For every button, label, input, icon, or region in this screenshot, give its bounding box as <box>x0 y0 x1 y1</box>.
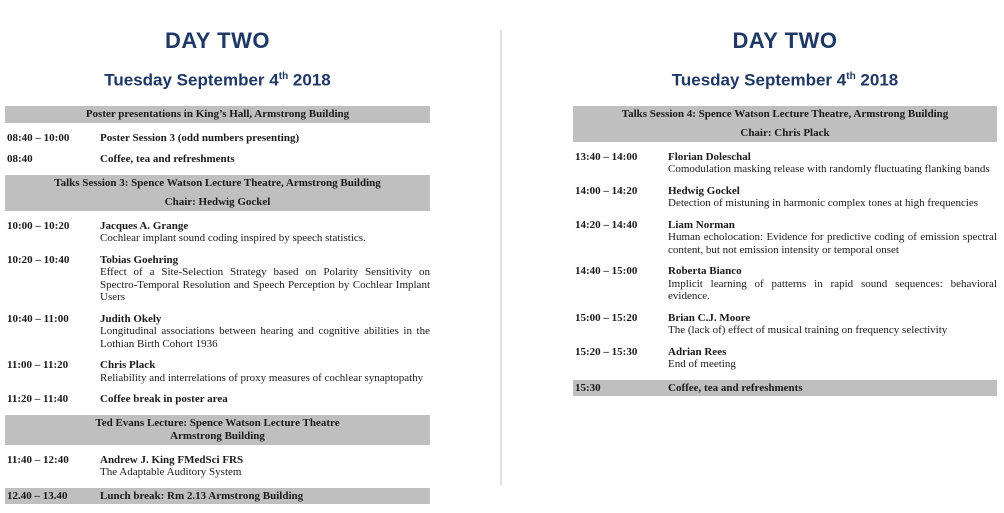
event-time: 10:20 – 10:40 <box>7 253 70 266</box>
date-year: 2018 <box>855 70 899 90</box>
event-description: Longitudinal associations between hearing and cognitive abilities in the Lothian Birth Cohort 1936 <box>100 325 430 350</box>
session-banner-line: Chair: Chris Plack <box>740 126 830 139</box>
event-description: Implicit learning of patterns in rapid sound sequences: behavioral evidence. <box>668 277 997 303</box>
event-title: Liam Norman <box>668 218 735 231</box>
event-description: Cochlear implant sound coding inspired by speech statistics. <box>100 232 366 245</box>
program-column-right <box>573 0 997 405</box>
session-banner <box>5 175 430 211</box>
schedule-table-left <box>5 106 430 505</box>
event-content <box>100 153 430 166</box>
event-content <box>668 382 993 395</box>
event-description: Comodulation masking release with randomly fluctuating flanking bands <box>668 163 990 176</box>
event-time: 14:00 – 14:20 <box>575 184 638 197</box>
break-banner <box>573 380 997 397</box>
event-content <box>668 219 997 257</box>
event-title: Florian Doleschal <box>668 150 751 163</box>
event-time: 15:20 – 15:30 <box>575 345 638 358</box>
session-banner-line: Talks Session 3: Spence Watson Lecture Theatre, Armstrong Building <box>54 176 381 189</box>
event-time: 10:40 – 11:00 <box>7 312 69 325</box>
schedule-event <box>573 219 997 257</box>
day-date <box>573 67 997 90</box>
schedule-event <box>573 185 997 210</box>
session-banner <box>573 106 997 142</box>
event-description: The Adaptable Auditory System <box>100 466 242 479</box>
event-title: Roberta Bianco <box>668 265 742 278</box>
event-title: Hedwig Gockel <box>668 184 740 197</box>
event-description: The (lack of) effect of musical training on frequency selectivity <box>668 324 948 337</box>
date-text: Tuesday September 4 <box>671 70 847 90</box>
day-title: DAY TWO <box>165 28 270 53</box>
event-content <box>100 220 430 245</box>
event-content <box>668 265 997 303</box>
event-time: 15:30 <box>575 381 601 394</box>
day-title: DAY TWO <box>732 28 838 53</box>
event-time: 11:00 – 11:20 <box>7 359 69 372</box>
date-ordinal: th <box>846 71 856 82</box>
event-content <box>100 490 426 503</box>
event-title: Lunch break: Rm 2.13 Armstrong Building <box>100 489 304 502</box>
session-banner-line: Talks Session 4: Spence Watson Lecture Theatre, Armstrong Building <box>621 107 949 120</box>
event-content <box>668 346 997 371</box>
session-banner-line: Poster presentations in King’s Hall, Armstrong Building <box>85 107 350 120</box>
event-content <box>668 312 997 337</box>
event-content <box>100 313 430 351</box>
event-time: 10:00 – 10:20 <box>7 219 70 232</box>
event-time: 08:40 <box>7 153 33 166</box>
schedule-event <box>573 265 997 303</box>
event-time: 08:40 – 10:00 <box>7 131 70 144</box>
event-time: 12.40 – 13.40 <box>7 489 68 502</box>
date-year: 2018 <box>288 70 331 90</box>
schedule-event <box>573 312 997 337</box>
event-title: Chris Plack <box>100 359 156 372</box>
schedule-event <box>5 454 430 479</box>
event-time: 11:20 – 11:40 <box>7 393 69 406</box>
event-content <box>100 454 430 479</box>
event-title: Judith Okely <box>100 312 162 325</box>
program-column-left <box>5 0 430 513</box>
session-banner-line: Chair: Hedwig Gockel <box>164 195 271 208</box>
event-title: Poster Session 3 (odd numbers presenting) <box>100 131 300 144</box>
event-title: Jacques A. Grange <box>100 219 189 232</box>
event-time: 15:00 – 15:20 <box>575 311 638 324</box>
day-date <box>5 67 430 90</box>
schedule-event <box>5 393 430 406</box>
break-banner <box>5 488 430 505</box>
session-banner <box>5 415 430 445</box>
event-time: 13:40 – 14:00 <box>575 150 638 163</box>
schedule-event <box>5 153 430 166</box>
schedule-event <box>573 151 997 176</box>
page-divider <box>500 30 502 485</box>
session-banner-line: Ted Evans Lecture: Spence Watson Lecture Theatre <box>95 416 340 429</box>
schedule-event <box>5 359 430 384</box>
event-time: 11:40 – 12:40 <box>7 453 69 466</box>
session-banner-line: Armstrong Building <box>170 429 265 442</box>
event-content <box>668 185 997 210</box>
event-description: Human echolocation: Evidence for predictive coding of emission spectral content, but not emission intensity or temporal onset <box>668 231 997 256</box>
schedule-table-right <box>573 106 997 397</box>
event-title: Andrew J. King FMedSci FRS <box>100 453 244 466</box>
event-title: Coffee break in poster area <box>100 393 228 406</box>
event-title: Coffee, tea and refreshments <box>100 153 235 166</box>
event-content <box>100 254 430 304</box>
event-description: Effect of a Site-Selection Strategy based on Polarity Sensitivity on Spectro-Temporal Resolution and Speech Perception by Cochlear Implant Users <box>100 266 430 304</box>
event-title: Coffee, tea and refreshments <box>668 381 803 394</box>
event-description: Detection of mistuning in harmonic complex tones at high frequencies <box>668 197 979 210</box>
date-text: Tuesday September 4 <box>104 70 279 90</box>
event-description: End of meeting <box>668 358 736 371</box>
event-time: 14:20 – 14:40 <box>575 218 638 231</box>
event-title: Tobias Goehring <box>100 253 179 266</box>
event-description: Reliability and interrelations of proxy measures of cochlear synaptopathy <box>100 371 424 384</box>
session-banner <box>5 106 430 123</box>
schedule-event <box>5 132 430 145</box>
schedule-event <box>5 254 430 304</box>
event-time: 14:40 – 15:00 <box>575 265 638 278</box>
date-ordinal: th <box>278 71 289 82</box>
event-content <box>100 132 430 145</box>
event-title: Brian C.J. Moore <box>668 311 751 324</box>
schedule-event <box>5 313 430 351</box>
event-content <box>100 393 430 406</box>
schedule-event <box>573 346 997 371</box>
event-content <box>100 359 430 384</box>
schedule-event <box>5 220 430 245</box>
event-content <box>668 151 997 176</box>
event-title: Adrian Rees <box>668 345 727 358</box>
